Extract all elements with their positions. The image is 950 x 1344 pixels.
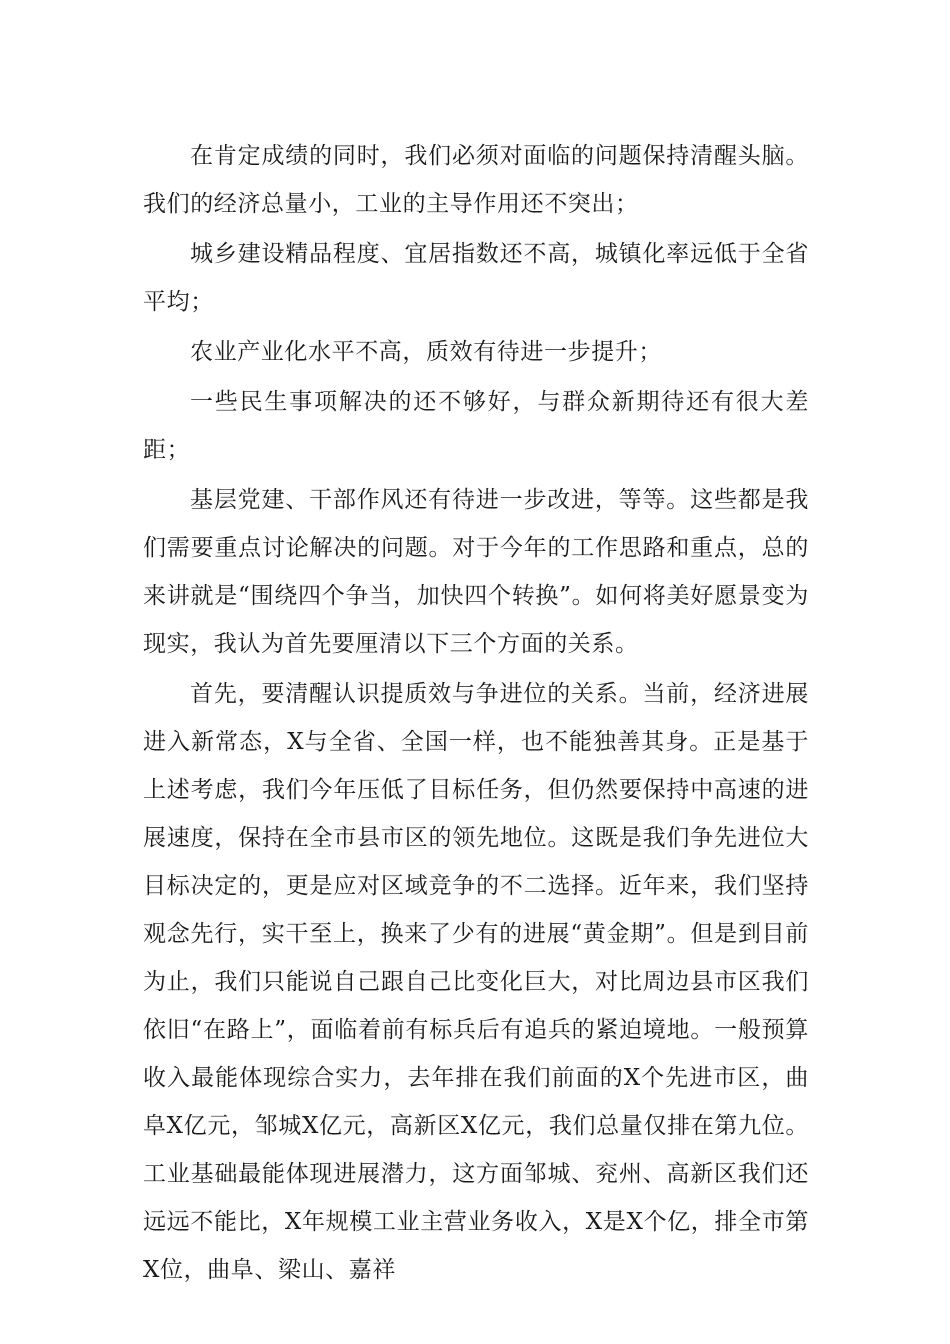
paragraph-agriculture: 农业产业化水平不高，质效有待进一步提升；: [190, 339, 662, 365]
document-body: [143, 132, 809, 1294]
paragraph-problems-intro: 在肯定成绩的同时，我们必须对面临的问题保持清醒头脑。我们的经济总量小，工业的主导作用还不突出；: [143, 143, 809, 217]
paragraph-urban-construction: 城乡建设精品程度、宜居指数还不高，城镇化率远低于全省平均；: [143, 241, 809, 315]
paragraph-party-building: 基层党建、干部作风还有待进一步改进，等等。这些都是我们需要重点讨论解决的问题。对于今年的工作思路和重点，总的来讲就是“围绕四个争当，加快四个转换”。如何将美好愿景变为现实，我认为首先要厘清以下三个方面的关系。: [143, 487, 809, 657]
paragraph-livelihood: 一些民生事项解决的还不够好，与群众新期待还有很大差距；: [143, 389, 809, 463]
paragraph-first-relationship: 首先，要清醒认识提质效与争进位的关系。当前，经济进展进入新常态，X与全省、全国一样，也不能独善其身。正是基于上述考虑，我们今年压低了目标任务，但仍然要保持中高速的进展速度，保持在全市县市区的领先地位。这既是我们争先进位大目标决定的，更是应对区域竞争的不二选择。近年来，我们坚持观念先行，实干至上，换来了少有的进展“黄金期”。但是到目前为止，我们只能说自己跟自己比变化巨大，对比周边县市区我们依旧“在路上”，面临着前有标兵后有追兵的紧迫境地。一般预算收入最能体现综合实力，去年排在我们前面的X个先进市区，曲阜X亿元，邹城X亿元，高新区X亿元，我们总量仅排在第九位。工业基础最能体现进展潜力，这方面邹城、兖州、高新区我们还远远不能比，X年规模工业主营业务收入，X是X个亿，排全市第X位，曲阜、梁山、嘉祥: [143, 681, 809, 1283]
